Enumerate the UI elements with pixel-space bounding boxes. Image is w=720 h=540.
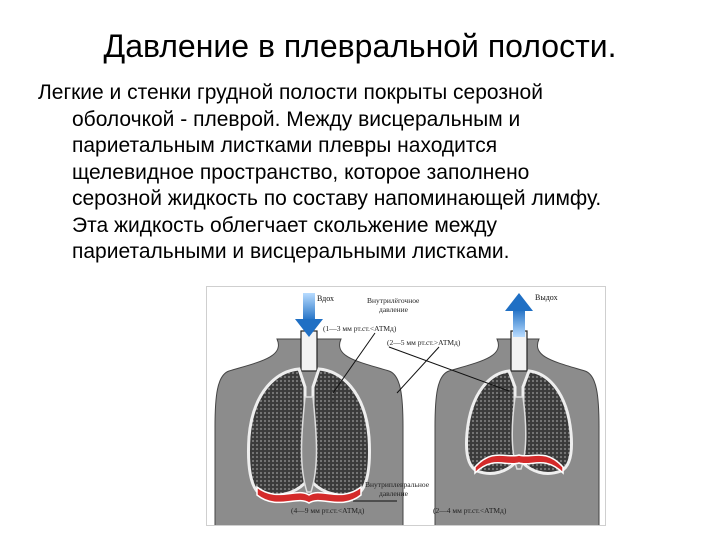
paragraph-line: серозной жидкость по составу напоминающей лимфу.: [72, 187, 602, 210]
paragraph-line: оболочкой - плеврой. Между висцеральным и: [72, 107, 521, 131]
intrapleural-exhale-value: (2—4 мм рт.ст.<АТМд): [433, 506, 507, 515]
intrapleural-label-2: давление: [379, 489, 409, 498]
diagram-svg: [207, 287, 606, 526]
paragraph-line: Эта жидкость облегчает скольжение между: [72, 213, 498, 237]
inhale-label: Вдох: [317, 294, 335, 303]
intrapleural-label: Внутриплевральное: [365, 480, 430, 489]
intrapulmonary-inhale-value: (1—3 мм рт.ст.<АТМд): [323, 324, 397, 333]
paragraph-line: Легкие и стенки грудной полости покрыты серозной: [38, 81, 543, 104]
torso-inhale: [215, 331, 403, 526]
paragraph-line: париетальным листками плевры находится: [72, 134, 498, 157]
exhale-label: Выдох: [535, 293, 558, 302]
pleural-pressure-diagram: [206, 286, 606, 526]
intrapulmonary-label-2: давление: [379, 305, 409, 314]
exhale-arrow-icon: [505, 293, 533, 337]
slide-title: Давление в плевральной полости.: [103, 28, 617, 64]
intrapulmonary-exhale-value: (2—5 мм рт.ст.>АТМд): [387, 338, 461, 347]
marker-2: 2: [497, 392, 501, 401]
marker-1: 1: [331, 396, 335, 405]
intrapulmonary-label: Внутрилёгочное: [367, 296, 420, 305]
paragraph-line: щелевидное пространство, которое заполнено: [72, 160, 530, 184]
paragraph-line: париетальными и висцеральными листками.: [72, 240, 510, 263]
intrapleural-inhale-value: (4—9 мм рт.ст.<АТМд): [291, 506, 365, 515]
torso-exhale: [435, 331, 599, 526]
body-paragraph: [38, 80, 688, 266]
